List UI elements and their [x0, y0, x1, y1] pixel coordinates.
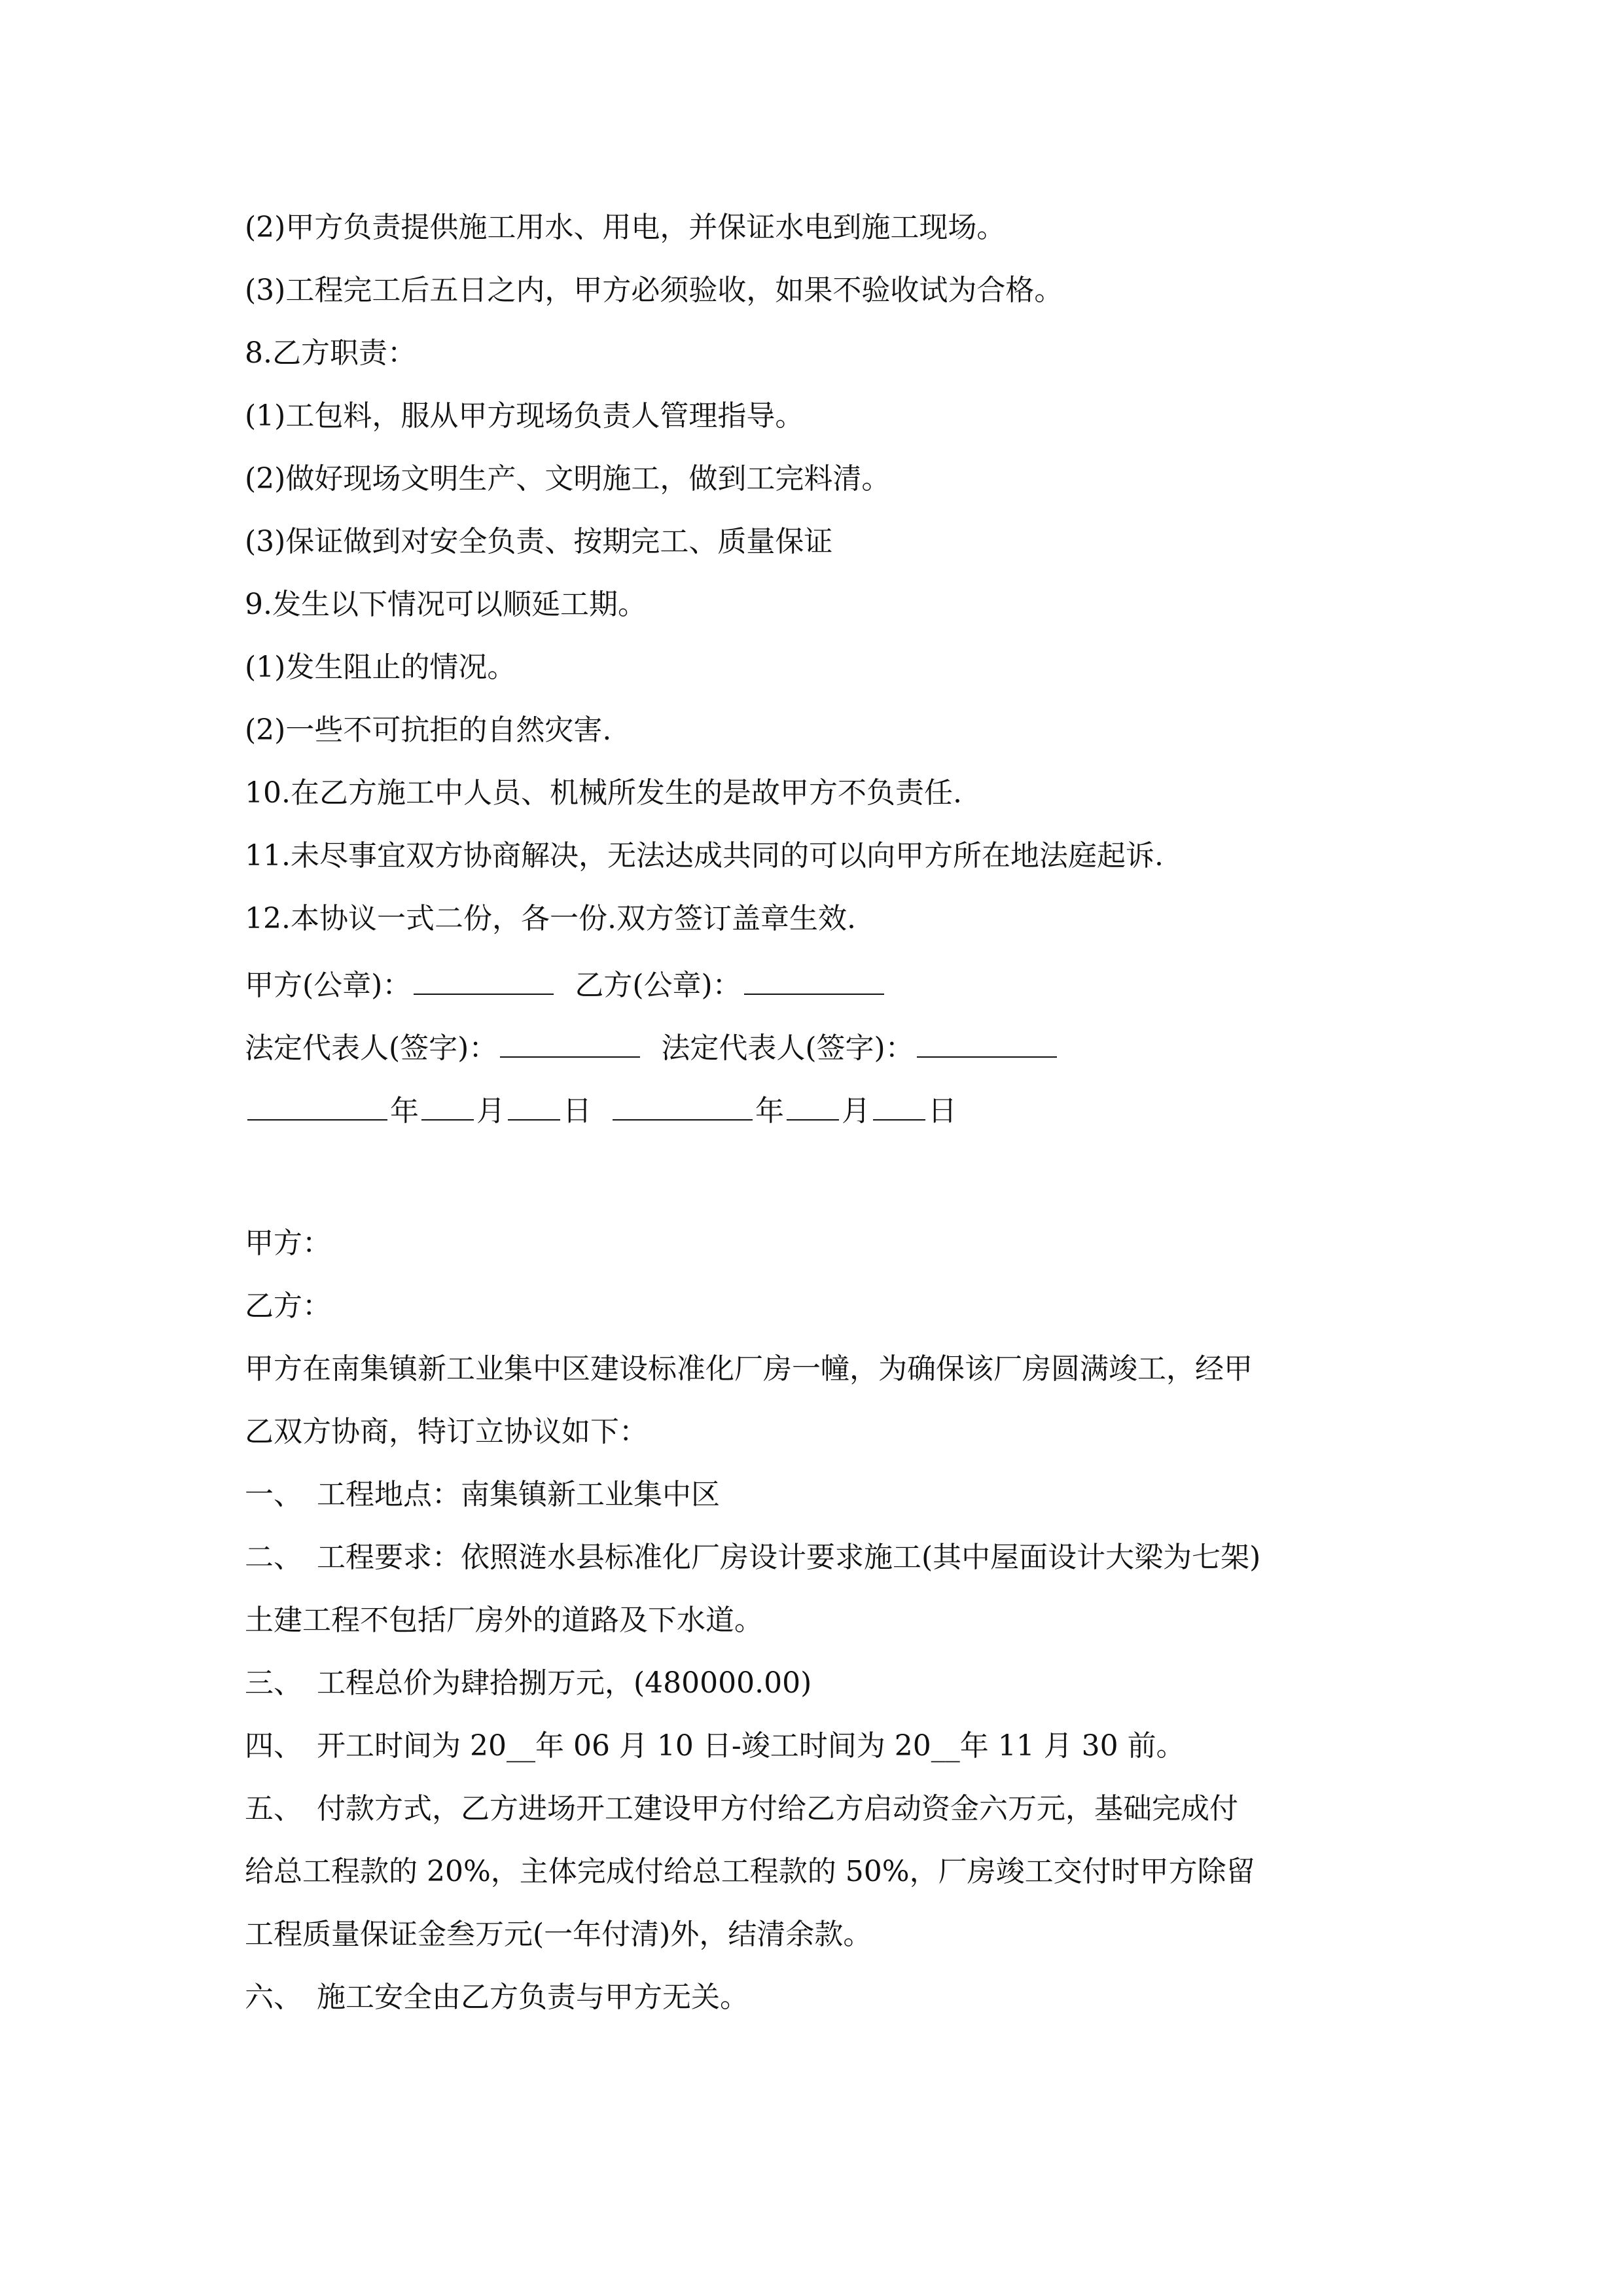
intro-line-2: 乙双方协商，特订立协议如下： [245, 1415, 648, 1448]
clause-9-2: (2)一些不可抗拒的自然灾害. [245, 713, 612, 747]
date-a-month-blank [421, 1088, 474, 1121]
date-b-year-label: 年 [755, 1094, 784, 1128]
date-b-day-label: 日 [928, 1094, 957, 1128]
party-b-seal-blank [744, 962, 884, 995]
clause-8-heading: 8.乙方职责： [245, 336, 416, 370]
legal-rep-b-label: 法定代表人(签字)： [661, 1031, 914, 1065]
item-5-line-1: 五、 付款方式，乙方进场开工建设甲方付给乙方启动资金六万元，基础完成付 [245, 1792, 1238, 1825]
date-a-month-label: 月 [476, 1094, 505, 1128]
item-3: 三、 工程总价为肆拾捌万元，(480000.00) [245, 1666, 812, 1700]
seal-row [245, 962, 1374, 1005]
date-b-day-blank [873, 1088, 925, 1121]
date-b-month-label: 月 [842, 1094, 870, 1128]
date-row [245, 1088, 1374, 1131]
item-2-line-2: 土建工程不包括厂房外的道路及下水道。 [245, 1604, 763, 1637]
legal-rep-row [245, 1025, 1374, 1068]
date-a-day-blank [508, 1088, 560, 1121]
clause-9-1: (1)发生阻止的情况。 [245, 651, 516, 684]
clause-10: 10.在乙方施工中人员、机械所发生的是故甲方不负责任. [245, 776, 962, 810]
item-6: 六、 施工安全由乙方负责与甲方无关。 [245, 1981, 749, 2014]
clause-7-3: (3)工程完工后五日之内，甲方必须验收，如果不验收试为合格。 [245, 274, 1063, 307]
item-1: 一、 工程地点：南集镇新工业集中区 [245, 1478, 720, 1511]
party-a-seal-label: 甲方(公章)： [245, 969, 412, 1002]
legal-rep-b-blank [917, 1025, 1057, 1058]
date-b-year-blank [613, 1088, 753, 1121]
legal-rep-a-label: 法定代表人(签字)： [245, 1031, 498, 1065]
party-a-line: 甲方： [245, 1227, 331, 1260]
clause-8-2: (2)做好现场文明生产、文明施工，做到工完料清。 [245, 462, 891, 495]
date-a-year-blank [247, 1088, 387, 1121]
date-a-day-label: 日 [563, 1094, 592, 1128]
intro-line-1: 甲方在南集镇新工业集中区建设标准化厂房一幢，为确保该厂房圆满竣工，经甲 [245, 1352, 1253, 1386]
item-5-line-2: 给总工程款的 20%，主体完成付给总工程款的 50%，厂房竣工交付时甲方除留 [245, 1855, 1255, 1888]
clause-7-2: (2)甲方负责提供施工用水、用电，并保证水电到施工现场。 [245, 211, 1006, 244]
clause-9-heading: 9.发生以下情况可以顺延工期。 [245, 588, 647, 621]
item-2-line-1: 二、 工程要求：依照涟水县标准化厂房设计要求施工(其中屋面设计大梁为七架) [245, 1541, 1261, 1574]
date-b-month-blank [787, 1088, 839, 1121]
clause-8-3: (3)保证做到对安全负责、按期完工、质量保证 [245, 525, 833, 558]
clause-11: 11.未尽事宜双方协商解决，无法达成共同的可以向甲方所在地法庭起诉. [245, 839, 1164, 872]
party-b-seal-label: 乙方(公章)： [575, 969, 741, 1002]
legal-rep-a-blank [500, 1025, 640, 1058]
item-5-line-3: 工程质量保证金叁万元(一年付清)外，结清余款。 [245, 1918, 872, 1951]
party-a-seal-blank [414, 962, 554, 995]
clause-12: 12.本协议一式二份，各一份.双方签订盖章生效. [245, 902, 856, 935]
party-b-line: 乙方： [245, 1289, 331, 1323]
date-a-year-label: 年 [390, 1094, 419, 1128]
clause-8-1: (1)工包料，服从甲方现场负责人管理指导。 [245, 399, 804, 433]
item-4: 四、 开工时间为 20__年 06 月 10 日-竣工时间为 20__年 11 月 30 前。 [245, 1729, 1185, 1763]
